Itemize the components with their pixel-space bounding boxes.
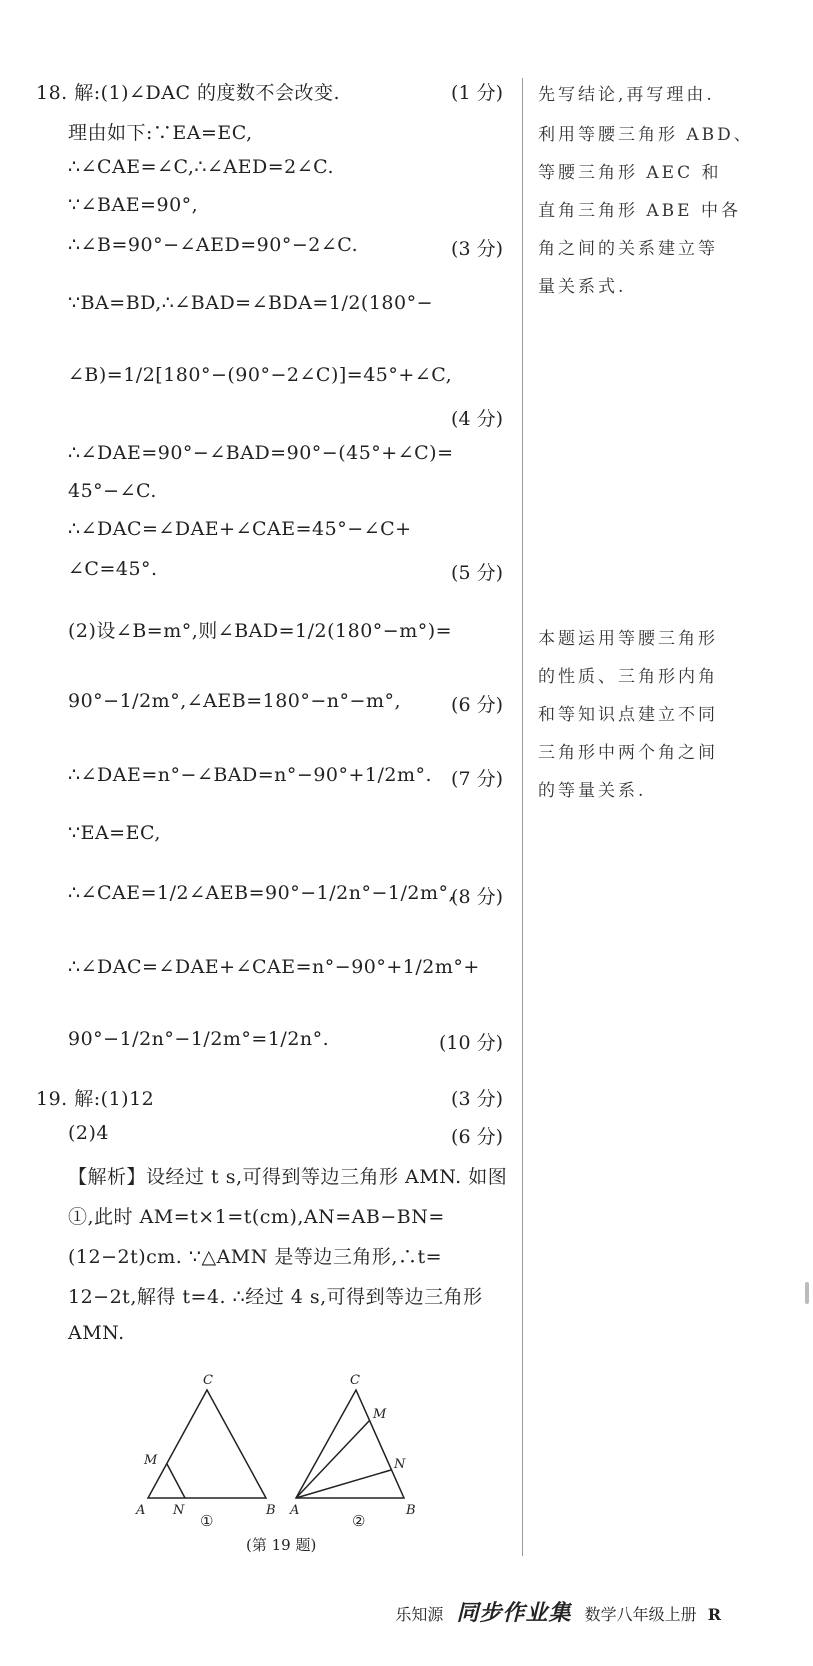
note2-line-5: 的等量关系. [538, 781, 647, 801]
q18-points-3: (3 分) [451, 238, 503, 260]
footer-publisher: 乐知源 [395, 1605, 444, 1624]
q19-figures [130, 1368, 460, 1528]
footer-edition: R [707, 1605, 721, 1624]
q18-line-9: 45°−∠C. [68, 480, 157, 502]
fig1-label-b: B [266, 1503, 276, 1518]
note2-line-1: 本题运用等腰三角形 [538, 629, 718, 649]
fig2-number: ② [352, 1512, 366, 1528]
column-divider [522, 78, 523, 1556]
q19-points-3: (3 分) [451, 1088, 503, 1110]
q19-line-7: AMN. [68, 1322, 125, 1344]
fig1-label-n: N [173, 1503, 185, 1518]
fig1-label-c: C [203, 1373, 213, 1388]
fig1-label-m: M [144, 1453, 158, 1468]
figure-1 [135, 1373, 276, 1528]
fig1-segment-mn [167, 1464, 185, 1498]
q18-line-3: ∴∠CAE=∠C,∴∠AED=2∠C. [68, 156, 335, 178]
q18-line-2: 理由如下:∵EA=EC, [68, 122, 253, 144]
q18-line-4: ∵∠BAE=90°, [68, 194, 199, 216]
q18-line-10: ∴∠DAC=∠DAE+∠CAE=45°−∠C+ [68, 518, 412, 540]
note2-line-4: 三角形中两个角之间 [538, 743, 718, 763]
q19-line-4: ①,此时 AM=t×1=t(cm),AN=AB−BN= [68, 1206, 445, 1228]
q19-line-6: 12−2t,解得 t=4. ∴经过 4 s,可得到等边三角形 [68, 1286, 483, 1308]
q18-line-15: ∵EA=EC, [68, 822, 161, 844]
q18-line-16: ∴∠CAE=1/2∠AEB=90°−1/2n°−1/2m°, [68, 882, 455, 904]
fig1-label-a: A [136, 1503, 146, 1518]
q19-line-2: (2)4 [68, 1122, 110, 1144]
footer-brand: 同步作业集 [456, 1601, 572, 1626]
note1-line-1: 先写结论,再写理由. [538, 85, 715, 105]
q18-line-5: ∴∠B=90°−∠AED=90°−2∠C. [68, 234, 359, 256]
q18-line-6: ∵BA=BD,∴∠BAD=∠BDA=1/2(180°− [68, 292, 434, 314]
note1-line-3: 等腰三角形 AEC 和 [538, 163, 722, 183]
q18-points-1: (1 分) [451, 82, 503, 104]
note1-line-6: 量关系式. [538, 277, 627, 297]
note2-line-3: 和等知识点建立不同 [538, 705, 718, 725]
q18-line-14: ∴∠DAE=n°−∠BAD=n°−90°+1/2m°. [68, 764, 433, 786]
q18-line-18: 90°−1/2n°−1/2m°=1/2n°. [68, 1028, 330, 1050]
fig1-triangle-abc [148, 1390, 266, 1498]
figure-caption: (第 19 题) [246, 1536, 317, 1554]
q18-line-13: 90°−1/2m°,∠AEB=180°−n°−m°, [68, 690, 402, 712]
note2-line-2: 的性质、三角形内角 [538, 667, 718, 687]
q18-line-11: ∠C=45°. [68, 558, 158, 580]
q19-points-6: (6 分) [451, 1126, 503, 1148]
q18-line-8: ∴∠DAE=90°−∠BAD=90°−(45°+∠C)= [68, 442, 454, 464]
note1-line-4: 直角三角形 ABE 中各 [538, 201, 741, 221]
page-footer [395, 1596, 721, 1627]
figure-2 [289, 1373, 416, 1528]
q18-points-5: (5 分) [451, 562, 503, 584]
q18-points-4: (4 分) [451, 408, 503, 430]
footer-subject: 数学八年级上册 [584, 1605, 697, 1624]
q18-points-7: (7 分) [451, 768, 503, 790]
note1-line-5: 角之间的关系建立等 [538, 239, 718, 259]
q18-points-10: (10 分) [438, 1032, 503, 1054]
fig2-label-m: M [373, 1407, 387, 1422]
note1-line-2: 利用等腰三角形 ABD、 [538, 125, 754, 145]
fig2-label-b: B [406, 1503, 416, 1518]
q18-line-7: ∠B)=1/2[180°−(90°−2∠C)]=45°+∠C, [68, 364, 453, 386]
q18-points-6: (6 分) [451, 694, 503, 716]
q19-line-5: (12−2t)cm. ∵△AMN 是等边三角形,∴t= [68, 1246, 443, 1268]
q18-line-17: ∴∠DAC=∠DAE+∠CAE=n°−90°+1/2m°+ [68, 956, 480, 978]
q18-points-8: (8 分) [451, 886, 503, 908]
q18-line-12: (2)设∠B=m°,则∠BAD=1/2(180°−m°)= [68, 620, 453, 642]
edge-mark [805, 1282, 809, 1304]
fig2-label-n: N [394, 1457, 406, 1472]
q18-line-1: 18. 解:(1)∠DAC 的度数不会改变. [36, 82, 341, 104]
fig1-number: ① [200, 1512, 214, 1528]
q19-line-3: 【解析】设经过 t s,可得到等边三角形 AMN. 如图 [68, 1166, 508, 1188]
fig2-label-a: A [290, 1503, 300, 1518]
q19-line-1: 19. 解:(1)12 [36, 1088, 155, 1110]
fig2-label-c: C [350, 1373, 360, 1388]
